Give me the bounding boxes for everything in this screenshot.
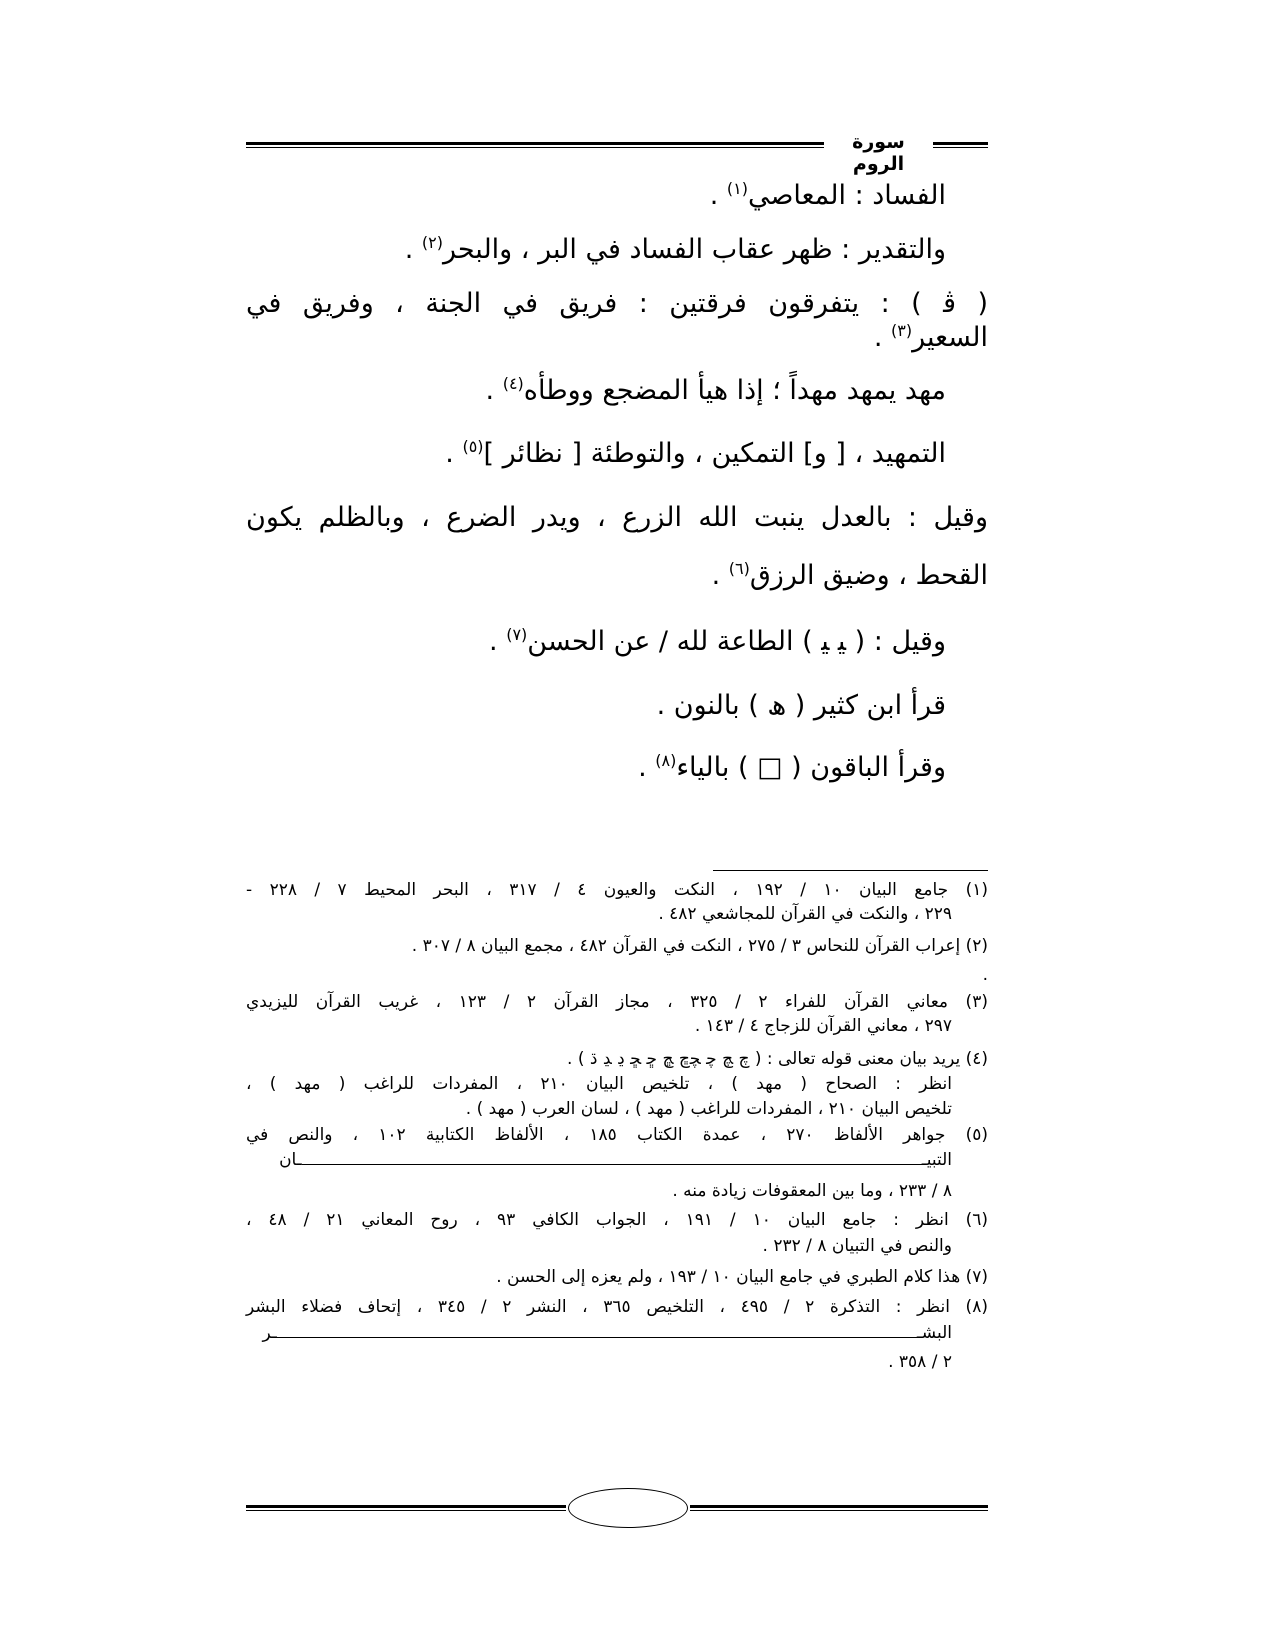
footnote-ref[interactable]: (٢) [421, 233, 443, 252]
footnote-ref[interactable]: (٧) [506, 625, 528, 644]
footnote-4-cont: انظر : الصحاح ( مهد ) ، تلخيص البيان ٢١٠ ، المفردات للراغب ( مهد ) ، [246, 1074, 952, 1094]
footnote-ref[interactable]: (٥) [462, 437, 484, 456]
footnote-6: (٦) انظر : جامع البيان ١٠ / ١٩١ ، الجواب الكافي ٩٣ ، روح المعاني ٢١ / ٤٨ ، [246, 1210, 988, 1230]
footnote-ref[interactable]: (٨) [655, 751, 677, 770]
footnote-7: (٧) هذا كلام الطبري في جامع البيان ١٠ / ١٩٣ ، ولم يعزه إلى الحسن . [496, 1267, 988, 1287]
running-header-title: سورة الروم [852, 131, 905, 175]
main-line-6b: القحط ، وضيق الرزق$^{(٦)}$ . [711, 559, 988, 591]
main-line-2: والتقدير : ظهر عقاب الفساد في البر ، والبحر$^{(٢)}$ . [404, 233, 946, 265]
footnote-5-cont: التبيــان [279, 1150, 952, 1170]
footnote-8-cont: البشــر [262, 1323, 952, 1343]
footnote-5-cont2: ٨ / ٢٣٣ ، وما بين المعقوفات زيادة منه . [672, 1181, 952, 1201]
main-line-4: مهد يمهد مهداً ؛ إذا هيأ المضجع ووطأه$^{(٤)}$ . [485, 374, 946, 406]
footnote-4: (٤) يريد بيان معنى قوله تعالى : ( ﭺ ﭻ ﭼ ﭽﭾ ﭿ ﮀ ﮁ ﮂ ﮃ ﮄ ) . [567, 1049, 988, 1069]
footnote-ref[interactable]: (٦) [728, 559, 750, 578]
footnote-8-cont2: ٢ / ٣٥٨ . [888, 1352, 952, 1372]
main-line-3a: ( ﭬ ) : يتفرقون فرقتين : فريق في الجنة ، وفريق في [246, 288, 988, 319]
footer-rule-left [246, 1505, 566, 1511]
footnote-2-cont: . [982, 965, 988, 985]
footnote-separator [713, 870, 988, 871]
footnote-4-cont2: تلخيص البيان ٢١٠ ، المفردات للراغب ( مهد ) ، لسان العرب ( مهد ) . [465, 1099, 952, 1119]
header-rule-right [933, 142, 988, 148]
footnote-ref[interactable]: (١) [726, 179, 748, 198]
header-rule-left [246, 142, 824, 148]
footnote-2: (٢) إعراب القرآن للنحاس ٣ / ٢٧٥ ، النكت في القرآن ٤٨٢ ، مجمع البيان ٨ / ٣٠٧ . [411, 936, 988, 956]
footnote-3: (٣) معاني القرآن للفراء ٢ / ٣٢٥ ، مجاز القرآن ٢ / ١٢٣ ، غريب القرآن لليزيدي [246, 992, 988, 1012]
footnote-1-cont: ٢٢٩ ، والنكت في القرآن للمجاشعي ٤٨٢ . [658, 904, 952, 924]
footnote-ref[interactable]: (٣) [891, 321, 913, 340]
footnote-6-cont: والنص في التبيان ٨ / ٢٣٢ . [762, 1236, 952, 1256]
footnote-8: (٨) انظر : التذكرة ٢ / ٤٩٥ ، التلخيص ٣٦٥ ، النشر ٢ / ٣٤٥ ، إتحاف فضلاء البشر [246, 1297, 988, 1317]
main-line-7: وقيل : ( ﯿ ﯿ ) الطاعة لله / عن الحسن$^{(٧)}$ . [489, 625, 946, 657]
main-line-3b: السعير$^{(٣)}$ . [873, 321, 988, 353]
main-line-6a: وقيل : بالعدل ينبت الله الزرع ، ويدر الضرع ، وبالظلم يكون [246, 502, 988, 533]
main-line-9: وقرأ الباقون ( □ ) بالياء$^{(٨)}$ . [638, 751, 946, 783]
main-line-5: التمهيد ، [ و] التمكين ، والتوطئة [ نظائر ]$^{(٥)}$ . [445, 437, 946, 469]
main-line-1: الفساد : المعاصي$^{(١)}$ . [709, 179, 946, 211]
page-number-oval [568, 1488, 688, 1528]
main-line-8: قرأ ابن كثير ( ﮪ ) بالنون . [656, 690, 946, 721]
footnote-5: (٥) جواهر الألفاظ ٢٧٠ ، عمدة الكتاب ١٨٥ ، الألفاظ الكتابية ١٠٢ ، والنص في [246, 1125, 988, 1145]
footer-rule-right [690, 1505, 988, 1511]
footnote-3-cont: ٢٩٧ ، معاني القرآن للزجاج ٤ / ١٤٣ . [694, 1016, 952, 1036]
footnote-1: (١) جامع البيان ١٠ / ١٩٢ ، النكت والعيون ٤ / ٣١٧ ، البحر المحيط ٧ / ٢٢٨ - [246, 880, 988, 900]
filler-line [302, 1164, 922, 1165]
footnote-ref[interactable]: (٤) [502, 374, 524, 393]
filler-line [277, 1337, 917, 1338]
